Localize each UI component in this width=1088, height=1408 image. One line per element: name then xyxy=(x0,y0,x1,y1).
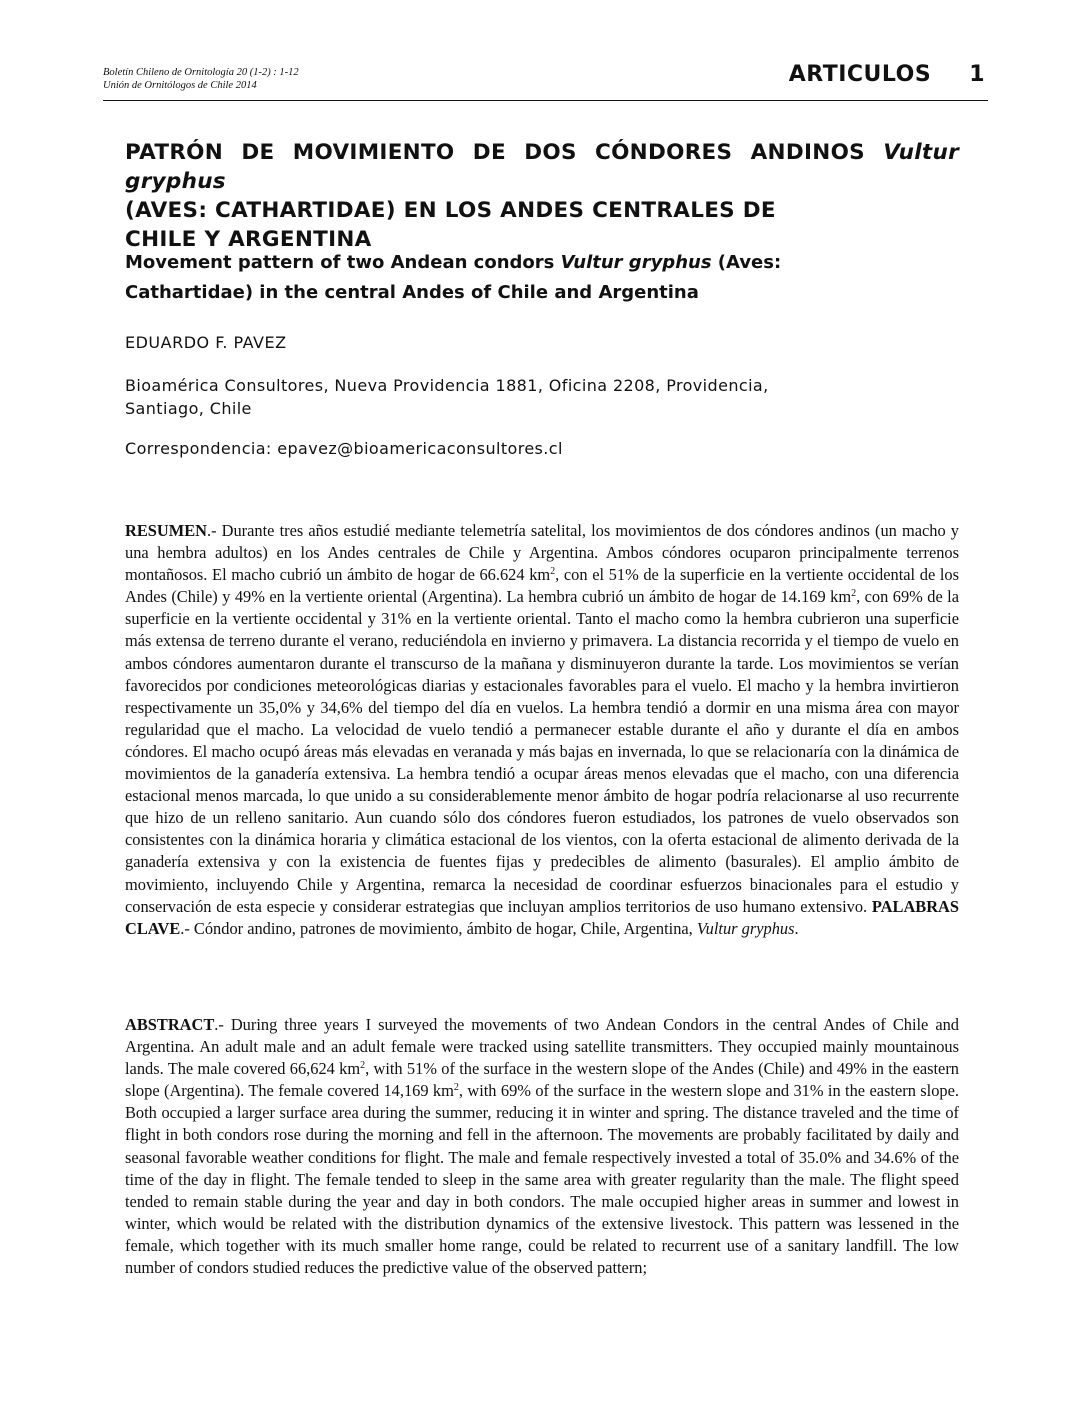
title-es-part1: PATRÓN DE MOVIMIENTO DE DOS CÓNDORES ANDINOS xyxy=(125,140,884,165)
header-rule xyxy=(103,100,988,101)
correspondence: Correspondencia: epavez@bioamericaconsultores.cl xyxy=(125,439,563,458)
title-es-part2: (AVES: CATHARTIDAE) EN LOS ANDES CENTRALES DE xyxy=(125,198,776,223)
abstract-text-c: , with 69% of the surface in the western slope and 31% in the eastern slope. Both occupied a larger surface area during the summer, reducing it in winter and spring. The distance traveled and the time of flight in both condors rose during the morning and fell in the afternoon. The movements are probably facilitated by daily and seasonal favorable weather conditions for flight. The male and female respectively invested a total of 35.0% and 34.6% of the time of the day in flight. The female tended to sleep in the same area with greater regularity than the male. The flight speed tended to remain stable during the year and day in both condors. The male occupied higher areas in summer and lowest in winter, which would be related with the distribution dynamics of the extensive livestock. This pattern was lessened in the female, which together with its much smaller home range, could be related to recurrent use of a sanitary landfill. The low number of condors studied reduces the predictive value of the observed pattern; xyxy=(125,1081,959,1278)
title-en-part3: Cathartidae) in the central Andes of Chile and Argentina xyxy=(125,282,699,303)
affiliation-line-1: Bioamérica Consultores, Nueva Providencia 1881, Oficina 2208, Providencia, xyxy=(125,376,769,395)
resumen-sup-1: 2 xyxy=(550,566,556,578)
title-english xyxy=(125,248,825,308)
keywords-label: PALABRAS CLAVE xyxy=(125,896,959,938)
affiliation xyxy=(125,374,845,420)
abstract-label: ABSTRACT xyxy=(125,1015,215,1034)
abstract-sup-1: 2 xyxy=(360,1060,366,1072)
resumen-label: RESUMEN xyxy=(125,521,207,540)
keywords-end: . xyxy=(794,918,799,938)
section-header xyxy=(789,62,985,87)
section-name: ARTICULOS xyxy=(788,62,932,87)
abstract-text-a: .- During three years I surveyed the movements of two Andean Condors in the central Andes of Chile and Argentina. An adult male and an adult female were tracked using satellite transmitters. They occupied mainly mountainous lands. The male covered 66,624 km xyxy=(125,1015,959,1079)
resumen-text-a: .- Durante tres años estudié mediante telemetría satelital, los movimientos de dos cóndores andinos (un macho y una hembra adultos) en los Andes centrales de Chile y Argentina. Ambos cóndores ocuparon principalmente terrenos montañosos. El macho cubrió un ámbito de hogar de 66.624 km xyxy=(125,521,959,585)
keywords-species: Vultur gryphus xyxy=(696,918,795,938)
title-en-part2: (Aves: xyxy=(711,252,782,273)
title-en-part1: Movement pattern of two Andean condors xyxy=(125,252,561,273)
title-en-species: Vultur gryphus xyxy=(560,252,712,273)
author: EDUARDO F. PAVEZ xyxy=(125,333,287,352)
title-spanish xyxy=(125,138,959,254)
resumen-text-c: , con 69% de la superficie en la vertiente occidental y 31% en la vertiente oriental. Tanto el macho como la hembra cubrieron una superficie más extensa de terreno durante el verano, reduciéndola en invierno y primavera. La distancia recorrida y el tiempo de vuelo en ambos cóndores aumentaron durante el transcurso de la mañana y disminuyeron durante la tarde. Los movimientos se verían favorecidos por condiciones meteorológicas diarias y estacionales favorables para el vuelo. El macho y la hembra invirtieron respectivamente un 35,0% y 34,6% del tiempo del día en vuelos. La hembra tendió a dormir en una misma área con mayor regularidad que el macho. La velocidad de vuelo tendió a permanecer estable durante el año y durante el día en ambos cóndores. El macho ocupó áreas más elevadas en veranada y más bajas en invernada, lo que se relacionaría con la dinámica de movimientos de la ganadería extensiva. La hembra tendió a ocupar áreas menos elevadas que el macho, con una diferencia estacional menos marcada, lo que unido a su considerablemente menor ámbito de hogar podría relacionarse al uso recurrente que hizo de un relleno sanitario. Aun cuando sólo dos cóndores fueron estudiados, los patrones de vuelo observados son consistentes con la dinámica horaria y climática estacional de los vientos, con la oferta estacional de alimento derivada de la ganadería extensiva y con la existencia de fuentes fijas y predecibles de alimento (basurales). El amplio ámbito de movimiento, incluyendo Chile y Argentina, remarca la necesidad de coordinar esfuerzos binacionales para el estudio y conservación de esta especie y considerar estrategias que incluyan amplios territorios de uso humano extensivo. xyxy=(125,587,959,916)
keywords-text: .- Cóndor andino, patrones de movimiento, ámbito de hogar, Chile, Argentina, xyxy=(180,918,697,938)
resumen-text-b: , con el 51% de la superficie en la vertiente occidental de los Andes (Chile) y 49% en la vertiente oriental (Argentina). La hembra cubrió un ámbito de hogar de 14.169 km xyxy=(125,565,959,607)
resumen-sup-2: 2 xyxy=(851,588,857,600)
abstract-paragraph xyxy=(125,1014,959,1279)
journal-line-2: Unión de Ornitólogos de Chile 2014 xyxy=(103,80,257,91)
abstract-text-b: , with 51% of the surface in the western slope of the Andes (Chile) and 49% in the eastern slope (Argentina). The female covered 14,169 km xyxy=(125,1059,959,1101)
journal-line-1: Boletín Chileno de Ornitología 20 (1-2) : 1-12 xyxy=(103,67,299,78)
title-es-species: Vultur gryphus xyxy=(125,140,959,194)
page-number: 1 xyxy=(969,62,985,87)
title-es-part3: CHILE Y ARGENTINA xyxy=(125,227,372,252)
abstract-sup-2: 2 xyxy=(453,1082,459,1094)
resumen-paragraph xyxy=(125,520,959,940)
affiliation-line-2: Santiago, Chile xyxy=(125,399,252,418)
journal-citation xyxy=(103,66,703,92)
